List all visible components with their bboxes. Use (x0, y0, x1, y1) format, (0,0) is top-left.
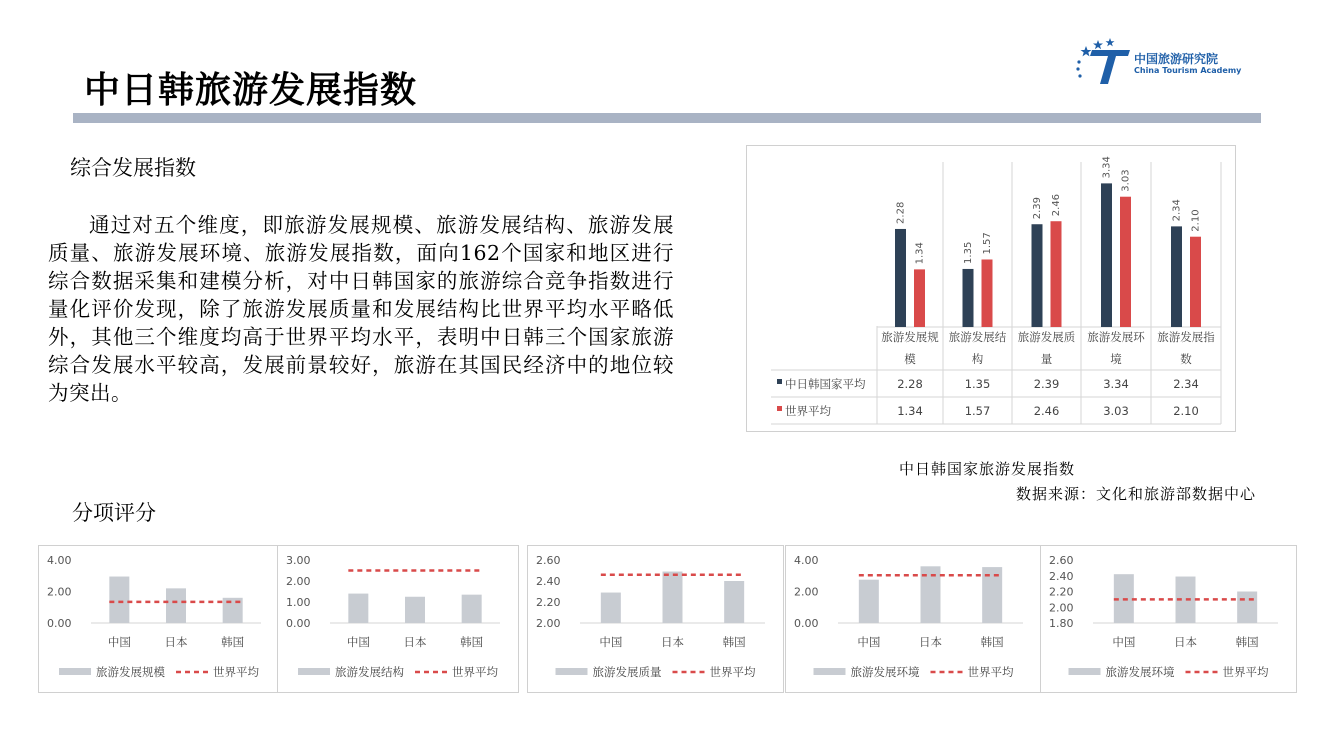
logo-name-en: China Tourism Academy (1134, 66, 1242, 75)
main-bar-chart (747, 146, 1235, 431)
category-label: 量 (1040, 352, 1053, 366)
bar (963, 269, 974, 327)
y-tick-label: 2.00 (286, 575, 311, 588)
y-tick-label: 2.00 (536, 617, 561, 630)
legend-label: 旅游发展环境 (850, 665, 920, 679)
category-label: 旅游发展规 (881, 330, 939, 344)
y-tick-label: 2.20 (536, 596, 561, 609)
data-label: 2.28 (895, 201, 907, 224)
y-tick-label: 2.40 (1049, 569, 1074, 583)
bar (1171, 226, 1182, 327)
logo-star-icon (1093, 40, 1103, 49)
legend-label: 旅游发展质量 (592, 665, 662, 679)
x-tick-label: 日本 (164, 635, 188, 649)
bar (1190, 237, 1201, 327)
bar (348, 594, 368, 623)
sub-chart-frame (38, 545, 280, 693)
category-label: 数 (1180, 352, 1192, 366)
category-label: 旅游发展质 (1017, 330, 1076, 344)
bar (601, 593, 621, 623)
legend-label: 世界平均 (709, 665, 756, 679)
legend-label: 世界平均 (967, 665, 1014, 679)
data-label: 3.34 (1101, 156, 1113, 179)
bar (1032, 224, 1043, 327)
category-label: 构 (971, 352, 984, 366)
legend-label: 旅游发展环境 (1105, 665, 1175, 679)
data-label: 1.35 (963, 241, 974, 264)
y-tick-label: 2.60 (536, 554, 561, 567)
x-tick-label: 韩国 (460, 635, 484, 649)
x-tick-label: 中国 (857, 635, 881, 649)
y-tick-label: 4.00 (47, 554, 72, 567)
table-value: 1.35 (964, 377, 991, 391)
legend-label: 世界平均 (1222, 665, 1269, 679)
x-tick-label: 中国 (599, 635, 623, 649)
legend-swatch (814, 668, 846, 675)
bar (914, 269, 925, 327)
bar (1101, 183, 1112, 327)
x-tick-label: 中国 (1112, 635, 1136, 649)
sub-chart-scale (39, 546, 279, 692)
y-tick-label: 4.00 (794, 554, 819, 567)
logo-star-icon (1081, 46, 1092, 56)
section-heading-sub-scores: 分项评分 (72, 501, 156, 525)
table-value: 3.34 (1103, 377, 1129, 391)
table-value: 1.57 (964, 404, 991, 418)
data-label: 1.34 (914, 242, 926, 265)
table-value: 1.34 (897, 404, 923, 418)
bar (982, 259, 993, 327)
legend-label: 世界平均 (785, 404, 831, 418)
y-tick-label: 2.00 (1049, 601, 1074, 615)
x-tick-label: 日本 (919, 635, 942, 649)
y-tick-label: 2.00 (794, 585, 819, 599)
bar (1051, 221, 1062, 327)
category-label: 旅游发展环 (1087, 330, 1145, 344)
y-tick-label: 2.60 (1049, 554, 1074, 567)
category-label: 模 (904, 352, 916, 366)
sub-chart-quality (528, 546, 783, 692)
legend-swatch (1069, 668, 1101, 675)
x-tick-label: 韩国 (980, 635, 1004, 649)
logo-star-icon (1106, 38, 1115, 46)
data-label: 3.03 (1120, 169, 1132, 192)
legend-label: 世界平均 (452, 665, 498, 679)
chart-caption: 中日韩国家旅游发展指数 (899, 460, 1076, 478)
table-value: 2.39 (1033, 377, 1060, 391)
bar (109, 577, 129, 623)
sub-chart-frame (277, 545, 519, 693)
y-tick-label: 1.00 (286, 596, 311, 609)
bar (166, 588, 186, 623)
data-label: 1.57 (982, 232, 993, 255)
data-label: 2.39 (1032, 196, 1043, 220)
legend-swatch (777, 406, 782, 411)
data-label: 2.34 (1171, 199, 1183, 222)
table-value: 2.10 (1173, 404, 1199, 418)
table-value: 2.34 (1173, 377, 1199, 391)
section-heading-overall: 综合发展指数 (70, 156, 196, 180)
sub-chart-structure (278, 546, 518, 692)
sub-chart-environment (786, 546, 1041, 692)
data-source: 数据来源：文化和旅游部数据中心 (1016, 485, 1257, 503)
legend-label: 中日韩国家平均 (785, 377, 866, 391)
y-tick-label: 0.00 (286, 617, 311, 630)
legend-label: 世界平均 (213, 665, 259, 679)
x-tick-label: 韩国 (221, 635, 245, 649)
y-tick-label: 2.00 (47, 585, 72, 599)
legend-swatch (59, 668, 91, 675)
bar (663, 572, 683, 623)
bar (895, 229, 906, 327)
x-tick-label: 中国 (346, 635, 370, 649)
x-tick-label: 中国 (107, 635, 131, 649)
data-label: 2.10 (1190, 209, 1202, 232)
table-value: 2.28 (897, 377, 923, 391)
table-value: 2.46 (1033, 404, 1060, 418)
category-label: 境 (1110, 352, 1122, 366)
title-divider (73, 113, 1261, 123)
bar (1120, 197, 1131, 327)
sub-chart-frame (527, 545, 784, 693)
y-tick-label: 0.00 (794, 617, 819, 630)
x-tick-label: 日本 (403, 635, 427, 649)
y-tick-label: 1.80 (1049, 617, 1074, 630)
bar (462, 595, 482, 623)
table-value: 3.03 (1103, 404, 1129, 418)
bar (724, 581, 744, 623)
category-label: 旅游发展指 (1157, 330, 1215, 344)
bar (1237, 592, 1257, 624)
legend-swatch (777, 379, 782, 384)
logo-name-cn: 中国旅游研究院 (1134, 52, 1219, 66)
y-tick-label: 2.20 (1049, 585, 1074, 599)
x-tick-label: 韩国 (722, 635, 746, 649)
description-paragraph: 通过对五个维度，即旅游发展规模、旅游发展结构、旅游发展质量、旅游发展环境、旅游发展指数，面向162个国家和地区进行综合数据采集和建模分析，对中日韩国家的旅游综合竞争指数进行量化评价发现，除了旅游发展质量和发展结构比世界平均水平略低外，其他三个维度均高于世界平均水平，表明中日韩三个国家旅游综合发展水平较高，发展前景较好，旅游在其国民经济中的地位较为突出。 (48, 213, 674, 405)
x-tick-label: 日本 (1174, 635, 1197, 649)
bar (405, 597, 425, 623)
x-tick-label: 日本 (661, 635, 684, 649)
y-tick-label: 3.00 (286, 554, 311, 567)
sub-chart-frame (785, 545, 1042, 693)
sub-chart-frame (1040, 545, 1297, 693)
category-label: 旅游发展结 (948, 330, 1007, 344)
legend-swatch (556, 668, 588, 675)
legend-swatch (298, 668, 330, 675)
sub-chart-index (1041, 546, 1296, 692)
data-label: 2.46 (1051, 193, 1062, 217)
y-tick-label: 0.00 (47, 617, 72, 630)
page-title: 中日韩旅游发展指数 (84, 70, 418, 111)
bar (859, 580, 879, 623)
main-chart-frame (746, 145, 1236, 432)
y-tick-label: 2.40 (536, 575, 561, 588)
legend-label: 旅游发展规模 (96, 665, 165, 679)
x-tick-label: 韩国 (1235, 635, 1259, 649)
legend-label: 旅游发展结构 (335, 665, 404, 679)
